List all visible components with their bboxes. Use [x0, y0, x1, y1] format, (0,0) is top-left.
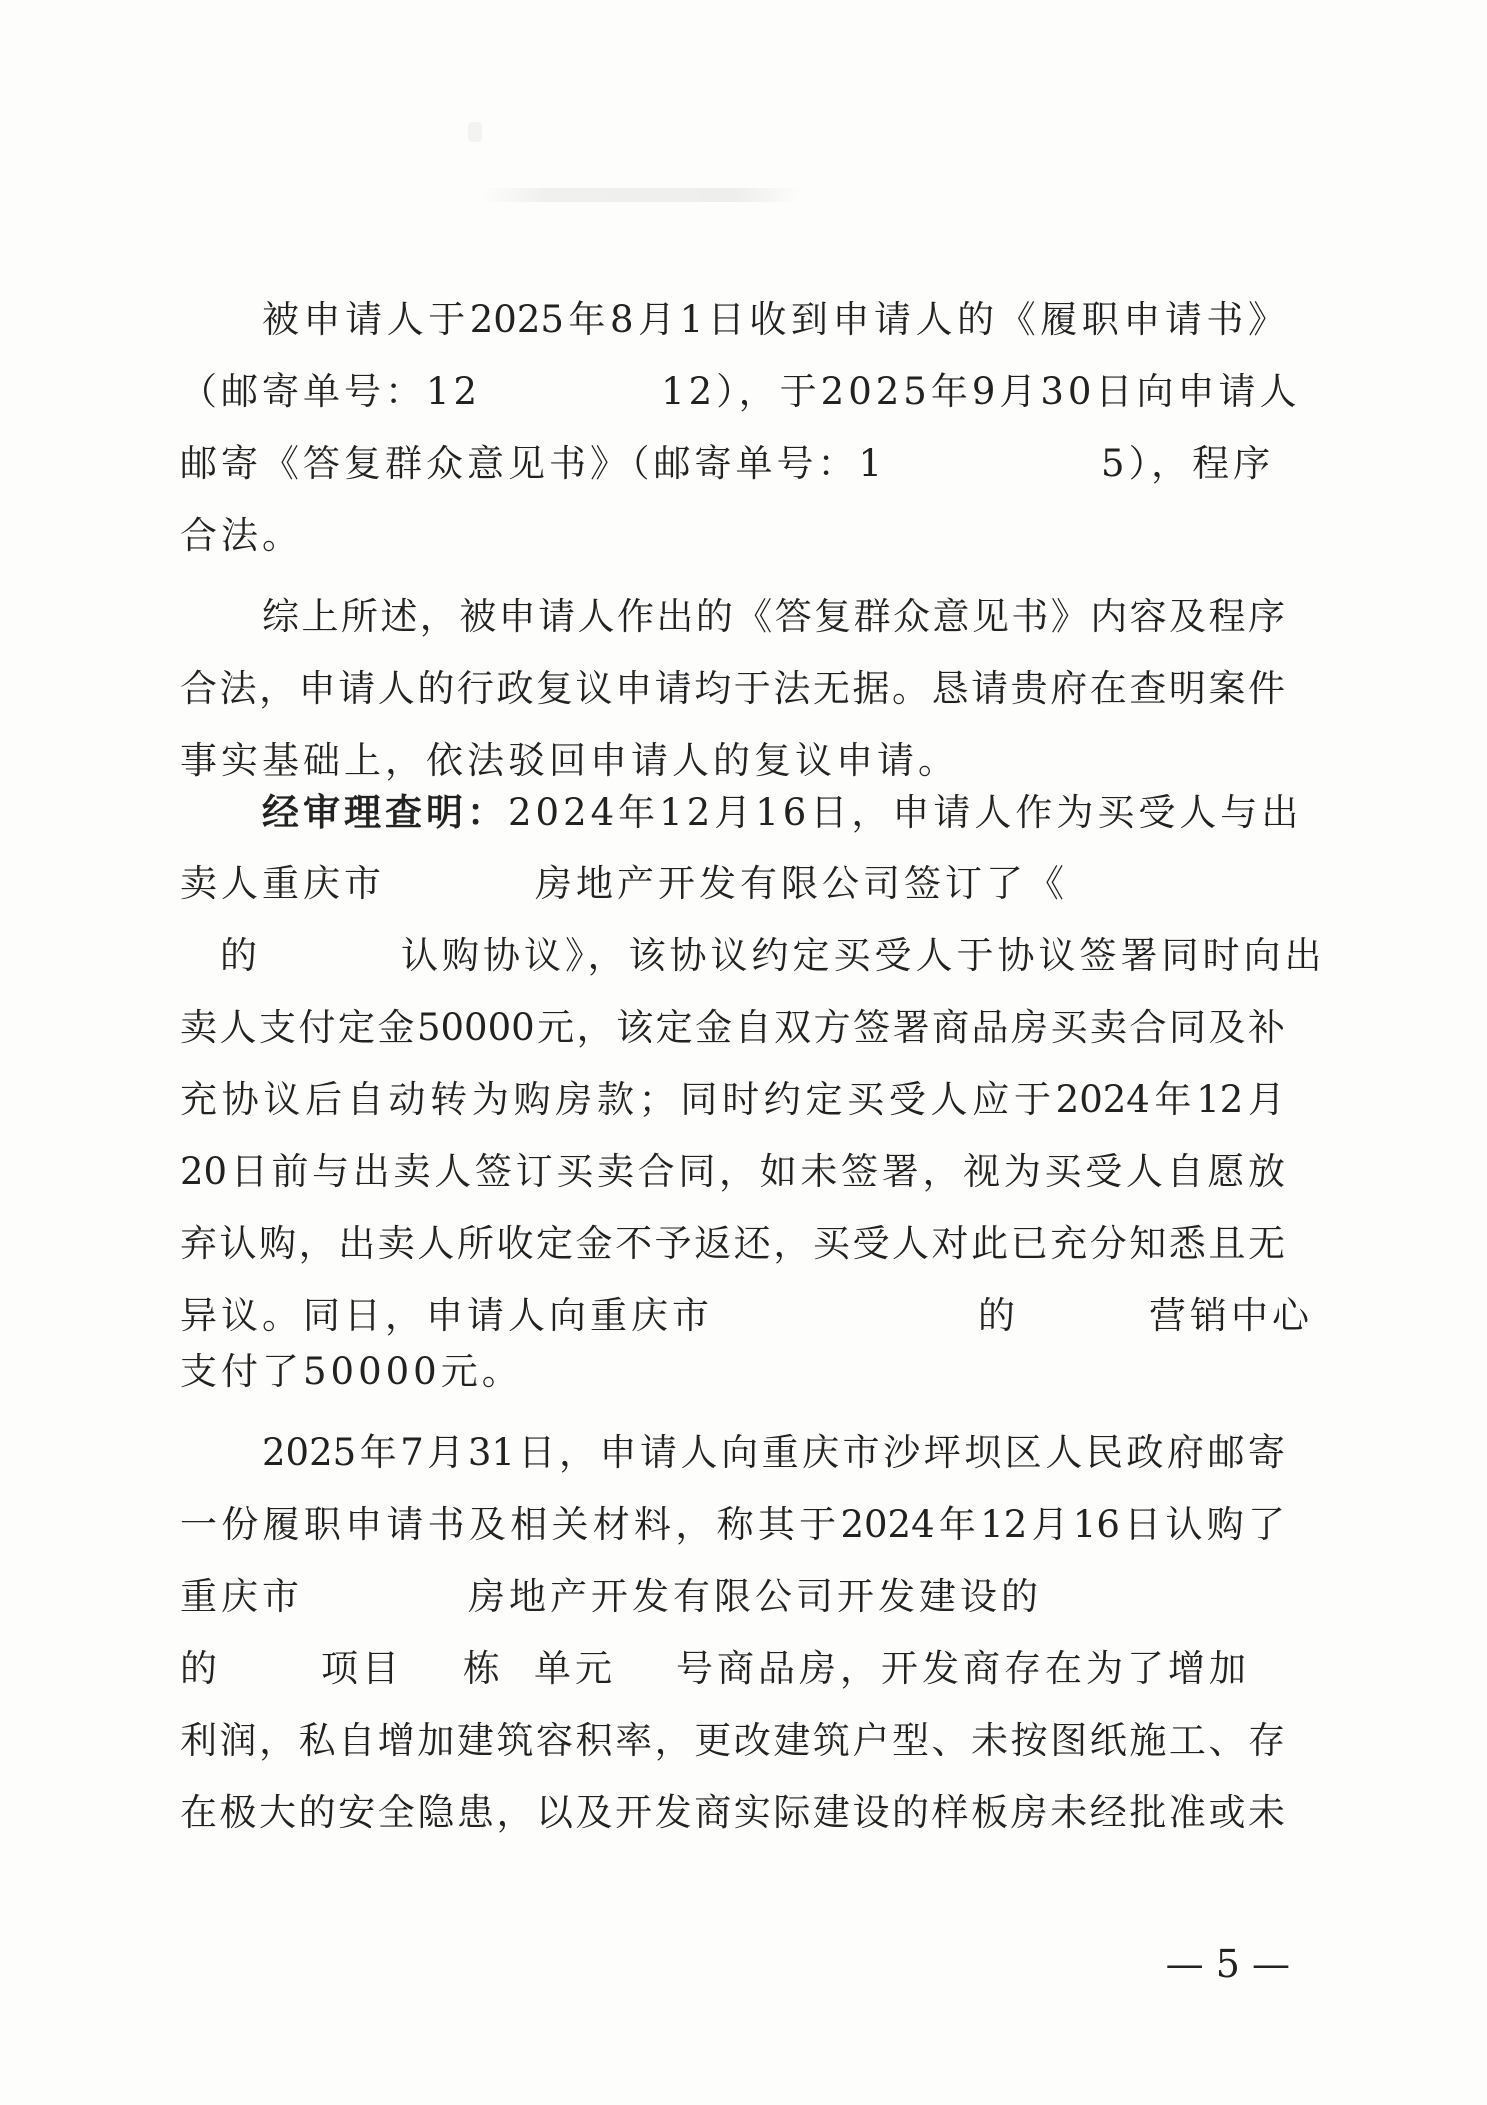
paragraph-line: 在极大的安全隐患，以及开发商实际建设的样板房未经批准或未 — [180, 1791, 1285, 1834]
text-segment: 认购协议》，该协议约定买受人于协议签署同时向出 — [401, 934, 1326, 977]
text-segment: 卖人重庆市 — [180, 862, 385, 905]
text-segment: 的 — [220, 934, 261, 977]
finding-heading: 经审理查明： — [262, 790, 508, 834]
text-segment: 单元 — [534, 1647, 616, 1690]
paragraph-line — [180, 1567, 1285, 1627]
paragraph-line: 综上所述，被申请人作出的《答复群众意见书》内容及程序 — [262, 595, 1285, 638]
text-segment: 房地产开发有限公司签订了《 — [535, 862, 1068, 905]
text-segment: 的 — [978, 1294, 1019, 1337]
text-segment: 房地产开发有限公司开发建设的 — [468, 1575, 1042, 1618]
text-segment: 12），于2025年9月30日向申请人 — [661, 370, 1301, 413]
paragraph-line: 事实基础上，依法驳回申请人的复议申请。 — [180, 739, 959, 782]
paragraph-line: 合法。 — [180, 514, 303, 557]
paragraph-line — [180, 1639, 1285, 1699]
text-segment: 栋 — [463, 1647, 504, 1690]
text-segment: 2024年12月16日，申请人作为买受人与出 — [508, 791, 1303, 834]
text-segment: 重庆市 — [180, 1575, 303, 1618]
paragraph-line: 利润，私自增加建筑容积率，更改建筑户型、未按图纸施工、存 — [180, 1719, 1285, 1762]
text-segment: （邮寄单号：12 — [180, 370, 482, 413]
paragraph-line: 20日前与出卖人签订买卖合同，如未签署，视为买受人自愿放 — [180, 1150, 1285, 1193]
paragraph-line: 弃认购，出卖人所收定金不予返还，买受人对此已充分知悉且无 — [180, 1222, 1285, 1265]
text-segment: 5），程序 — [1101, 442, 1275, 485]
text-segment: 的 — [180, 1647, 221, 1690]
text-segment: 营销中心 — [1149, 1294, 1313, 1337]
text-segment: 项目 — [321, 1647, 403, 1690]
paragraph-line — [180, 362, 1301, 422]
bleed-through-mark — [468, 122, 482, 142]
paragraph-line: 支付了50000元。 — [180, 1350, 523, 1393]
paragraph-line — [180, 854, 1285, 914]
paragraph-line — [262, 782, 1303, 842]
text-segment: 异议。同日，申请人向重庆市 — [180, 1294, 713, 1337]
paragraph-line — [180, 434, 1285, 494]
paragraph-line: 2025年7月31日，申请人向重庆市沙坪坝区人民政府邮寄 — [262, 1431, 1285, 1474]
text-segment: 号商品房，开发商存在为了增加 — [676, 1647, 1250, 1690]
paragraph-line: 合法，申请人的行政复议申请均于法无据。恳请贵府在查明案件 — [180, 667, 1285, 710]
paragraph-line: 充协议后自动转为购房款；同时约定买受人应于2024年12月 — [180, 1078, 1285, 1121]
paragraph-line: 被申请人于2025年8月1日收到申请人的《履职申请书》 — [262, 298, 1285, 341]
paragraph-line — [180, 1286, 1313, 1346]
paragraph-line: 一份履职申请书及相关材料，称其于2024年12月16日认购了 — [180, 1503, 1285, 1546]
paragraph-line — [180, 926, 1326, 986]
text-segment: 邮寄《答复群众意见书》（邮寄单号：1 — [180, 442, 887, 485]
bleed-through-mark — [480, 188, 800, 202]
page-number: — 5 — — [1165, 1942, 1290, 1986]
paragraph-line: 卖人支付定金50000元，该定金自双方签署商品房买卖合同及补 — [180, 1006, 1285, 1049]
